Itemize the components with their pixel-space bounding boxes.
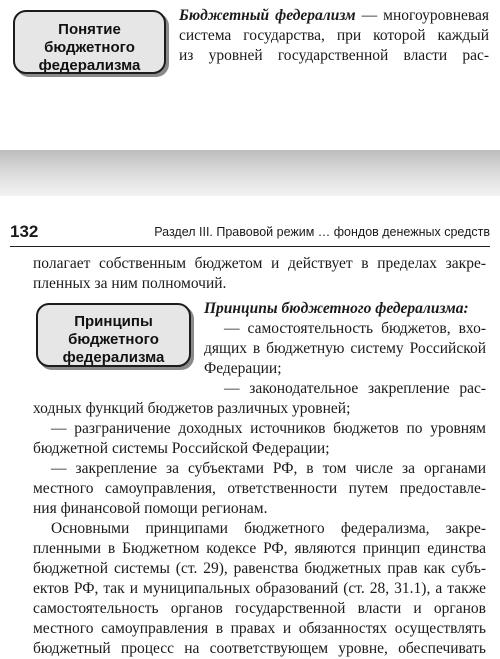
text-line: Федерации; [204, 360, 282, 377]
text-line: самостоятельность органов государственной власти и органов [33, 600, 486, 617]
margin-box-line: Принципы [74, 313, 153, 330]
text-line: бюджетной системы (ст. 29), равенства бюджетных прав как субъ- [33, 560, 486, 577]
margin-box-concept [13, 10, 166, 74]
chapter-title: Раздел III. Правовой режим … фондов денежных средств [154, 225, 490, 239]
margin-box-line: федерализма [62, 349, 165, 366]
text-line: ходных функций бюджетов различных уровней; [33, 400, 351, 417]
definition-paragraph [179, 6, 489, 66]
margin-box-line: бюджетного [44, 39, 135, 56]
text-line: бюджетный процесс на соответствующем уровне, обеспечивать [33, 640, 486, 657]
page-number: 132 [10, 222, 39, 241]
text-line: местного самоуправления в правах и обязанностях осуществлять [33, 620, 486, 637]
text-line: пленными в Бюджетном кодексе РФ, являются принцип единства [33, 540, 486, 557]
text-line [179, 6, 489, 26]
text-line: — законодательное закрепление рас- [224, 380, 486, 397]
previous-page-fragment [0, 0, 500, 140]
page-break-band [0, 150, 500, 196]
text-line: дящих в бюджетную систему Российской [204, 340, 486, 357]
text-line: ния финансовой помощи регионам. [33, 500, 268, 517]
text-line: из уровней государственной власти рас- [179, 47, 489, 64]
section-subheading: Принципы бюджетного федерализма: [204, 300, 469, 317]
text-line: Основными принципами бюджетного федерализма, закре- [51, 520, 486, 537]
text-line: пленных за ним полномочий. [33, 275, 227, 292]
margin-box-line: федерализма [38, 57, 141, 74]
text-fragment: — многоуровневая [361, 7, 489, 24]
text-line: бюджетной системы Российской Федерации; [33, 440, 330, 457]
margin-box-principles [36, 303, 191, 367]
text-line: система государства, при которой каждый [179, 27, 489, 44]
text-line: местного самоуправления, ответственности путем предоставле- [33, 480, 486, 497]
text-line: — разграничение доходных источников бюджетов по уровням [51, 420, 486, 437]
margin-box-line: Понятие [58, 21, 121, 38]
margin-box-line: бюджетного [68, 331, 159, 348]
text-line: — самостоятельность бюджетов, вхо- [224, 320, 486, 337]
text-line: — закрепление за субъектами РФ, в том числе за органами [51, 460, 486, 477]
text-line: полагает собственным бюджетом и действует в пределах закре- [33, 255, 486, 272]
running-header [10, 222, 490, 247]
defined-term: Бюджетный федерализм [179, 7, 356, 24]
text-line: ектов РФ, так и муниципальных образований (ст. 28, 31.1), а также [33, 580, 486, 597]
